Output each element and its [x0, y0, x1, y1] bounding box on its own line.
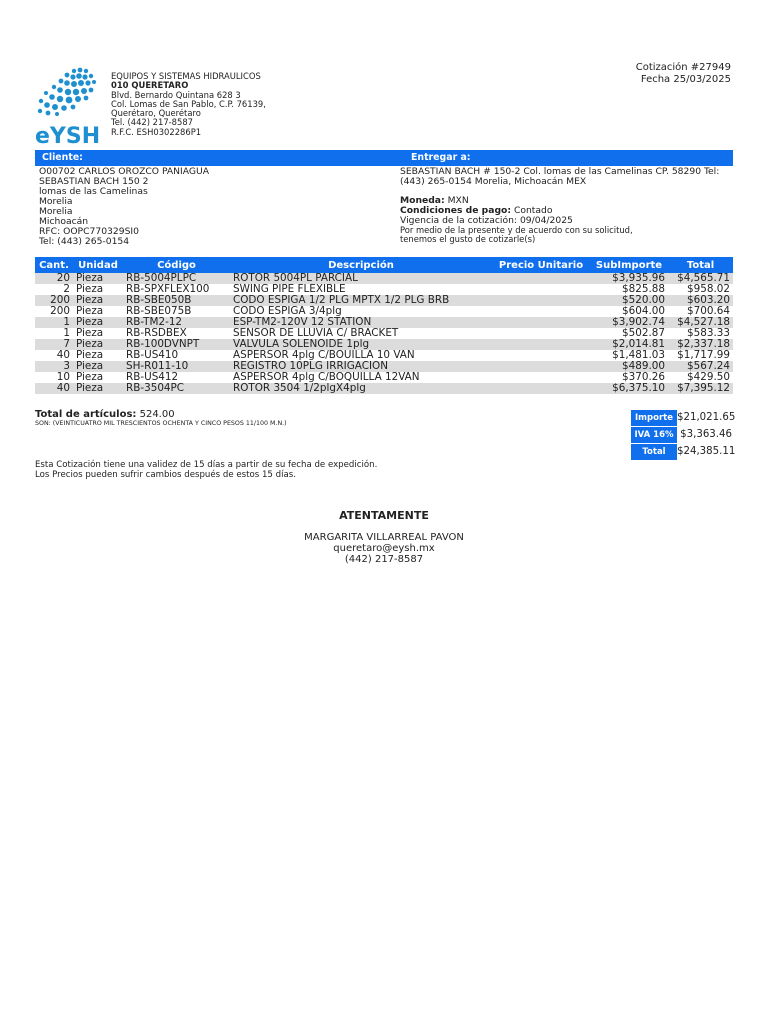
col-unit: Unidad	[73, 257, 123, 273]
row-subtotal: $6,375.10	[590, 383, 668, 394]
row-subtotal: $825.88	[622, 283, 665, 295]
row-code: RB-100DVNPT	[123, 339, 230, 350]
row-code: RB-TM2-12	[123, 317, 230, 328]
row-unit: Pieza	[73, 361, 123, 372]
row-subtotal: $3,935.96	[590, 273, 668, 284]
validity-note: Esta Cotización tiene una validez de 15 días a partir de su fecha de expedición. Los Precios pueden sufrir cambios después de estos 15 días.	[35, 460, 378, 480]
row-unit: Pieza	[73, 295, 123, 306]
payment-value: Contado	[513, 205, 553, 216]
row-quantity: 3	[35, 361, 73, 372]
row-total: $700.64	[687, 305, 730, 317]
row-total: $7,395.12	[668, 383, 733, 394]
table-row	[35, 383, 733, 394]
row-unit: Pieza	[76, 349, 104, 361]
delivery-details	[400, 167, 732, 244]
quote-info	[636, 62, 731, 86]
row-unit-price	[492, 339, 590, 350]
quote-validity: Vigencia de la cotización: 09/04/2025	[400, 215, 573, 226]
signer-name: MARGARITA VILLARREAL PAVON	[304, 532, 464, 543]
row-total: $1,717.99	[677, 349, 730, 361]
row-unit: Pieza	[76, 305, 104, 317]
signer-email[interactable]: queretaro@eysh.mx	[333, 543, 435, 554]
closing-text: ATENTAMENTE	[339, 509, 429, 522]
row-unit: Pieza	[73, 273, 123, 284]
col-unit-price: Precio Unitario	[492, 257, 590, 273]
row-unit: Pieza	[76, 327, 104, 339]
row-quantity: 200	[35, 295, 73, 306]
row-unit: Pieza	[73, 339, 123, 350]
row-quantity: 20	[35, 273, 73, 284]
row-description: ASPERSOR 4plg C/BOQUILLA 12VAN	[233, 371, 420, 383]
row-code: RB-US410	[126, 349, 179, 361]
importe-value: $21,021.65	[677, 412, 736, 423]
row-description: ASPERSOR 4plg C/BOUILLA 10 VAN	[233, 349, 415, 361]
row-unit: Pieza	[73, 383, 123, 394]
intro-note: tenemos el gusto de cotizarle(s)	[400, 234, 536, 244]
row-description: ROTOR 3504 1/2plgX4plg	[230, 383, 492, 394]
client-street: SEBASTIAN BACH 150 2	[39, 176, 149, 187]
company-logo	[34, 66, 102, 146]
intro-note: Por medio de la presente y de acuerdo con su solicitud,	[400, 225, 633, 235]
row-quantity: 2	[63, 283, 70, 295]
row-quantity: 40	[35, 383, 73, 394]
row-description: ESP-TM2-120V 12 STATION	[230, 317, 492, 328]
currency-row: Moneda: MXN	[400, 195, 469, 206]
table-header-row	[35, 257, 733, 273]
client-header-bar	[35, 150, 733, 166]
company-phone: Tel. (442) 217-8587	[111, 117, 193, 128]
row-quantity: 1	[63, 327, 70, 339]
col-subtotal: SubImporte	[590, 257, 668, 273]
row-quantity: 200	[50, 305, 70, 317]
client-municipality: Morelia	[39, 206, 73, 217]
row-unit-price	[492, 372, 590, 383]
row-quantity: 7	[35, 339, 73, 350]
row-code: RB-RSDBEX	[126, 327, 187, 339]
iva-value: $3,363.46	[680, 429, 732, 440]
row-unit: Pieza	[73, 317, 123, 328]
client-rfc: RFC: OOPC770329SI0	[39, 226, 139, 237]
water-drops-icon	[34, 66, 102, 146]
row-unit-price	[492, 361, 590, 372]
row-subtotal: $604.00	[622, 305, 665, 317]
total-label: Total	[631, 444, 677, 460]
currency-value: MXN	[447, 195, 469, 206]
row-code: RB-US412	[126, 371, 179, 383]
row-unit-price	[492, 284, 590, 295]
client-state: Michoacán	[39, 216, 89, 227]
total-value: $24,385.11	[677, 446, 736, 457]
row-unit-price	[492, 295, 590, 306]
row-unit: Pieza	[76, 283, 104, 295]
row-description: SWING PIPE FLEXIBLE	[233, 283, 346, 295]
quote-number: Cotización #27949	[635, 62, 731, 73]
row-unit: Pieza	[76, 371, 104, 383]
company-address-line: Querétaro, Querétaro	[111, 108, 201, 119]
row-subtotal: $370.26	[622, 371, 665, 383]
row-description: REGISTRO 10PLG IRRIGACION	[230, 361, 492, 372]
iva-label: IVA 16%	[631, 427, 677, 443]
amount-in-words: SON: (VEINTICUATRO MIL TRESCIENTOS OCHENTA Y CINCO PESOS 11/100 M.N.)	[35, 420, 287, 427]
client-label: Cliente:	[42, 152, 83, 163]
company-name: EQUIPOS Y SISTEMAS HIDRAULICOS	[111, 71, 261, 81]
client-phone: Tel: (443) 265-0154	[39, 236, 130, 247]
row-total: $2,337.18	[668, 339, 733, 350]
client-city: Morelia	[39, 196, 73, 207]
col-quantity: Cant.	[35, 257, 73, 273]
company-address-line: Col. Lomas de San Pablo, C.P. 76139,	[111, 98, 266, 109]
row-unit-price	[492, 328, 590, 339]
row-total: $4,527.18	[668, 317, 733, 328]
client-neighborhood: lomas de las Camelinas	[39, 186, 148, 197]
col-description: Descripción	[230, 257, 492, 273]
articles-total: Total de artículos: 524.00	[35, 409, 175, 420]
items-table	[35, 257, 733, 394]
company-info	[111, 72, 371, 137]
row-description: SENSOR DE LLUVIA C/ BRACKET	[233, 327, 399, 339]
svg-text:eYSH: eYSH	[35, 124, 101, 146]
company-rfc: R.F.C. ESH0302286P1	[111, 126, 202, 137]
row-total: $4,565.71	[668, 273, 733, 284]
row-description: VALVULA SOLENOIDE 1plg	[230, 339, 492, 350]
row-subtotal: $520.00	[590, 295, 668, 306]
row-unit-price	[492, 383, 590, 394]
row-code: SH-R011-10	[123, 361, 230, 372]
client-name: O00702 CARLOS OROZCO PANIAGUA	[39, 166, 210, 177]
row-code: RB-5004PLPC	[123, 273, 230, 284]
payment-row: Condiciones de pago: Contado	[400, 205, 553, 216]
row-subtotal: $502.87	[622, 327, 665, 339]
importe-label: Importe	[631, 410, 677, 426]
row-total: $583.33	[687, 327, 730, 339]
row-total: $603.20	[668, 295, 733, 306]
client-details	[39, 167, 379, 247]
row-unit-price	[492, 350, 590, 361]
row-code: RB-3504PC	[123, 383, 230, 394]
articles-count: 524.00	[139, 409, 175, 420]
signature-block	[0, 532, 768, 565]
row-unit-price	[492, 317, 590, 328]
row-total: $567.24	[668, 361, 733, 372]
quote-date: Fecha 25/03/2025	[640, 74, 731, 85]
row-unit-price	[492, 306, 590, 317]
row-code: RB-SBE075B	[126, 305, 192, 317]
row-total: $429.50	[687, 371, 730, 383]
signer-phone: (442) 217-8587	[344, 554, 424, 565]
row-description: CODO ESPIGA 1/2 PLG MPTX 1/2 PLG BRB	[230, 295, 492, 306]
col-code: Código	[123, 257, 230, 273]
row-unit-price	[492, 273, 590, 284]
delivery-label: Entregar a:	[411, 152, 471, 163]
row-quantity: 1	[35, 317, 73, 328]
branch-name: 010 QUERETARO	[111, 80, 189, 91]
row-code: RB-SBE050B	[123, 295, 230, 306]
row-code: RB-SPXFLEX100	[126, 283, 210, 295]
row-description: ROTOR 5004PL PARCIAL	[230, 273, 492, 284]
row-quantity: 40	[56, 349, 70, 361]
row-subtotal: $489.00	[590, 361, 668, 372]
col-total: Total	[668, 257, 733, 273]
row-subtotal: $1,481.03	[612, 349, 665, 361]
delivery-address: SEBASTIAN BACH # 150-2 Col. lomas de las Camelinas CP. 58290 Tel: (443) 265-0154 Morelia, Michoacán MEX	[400, 166, 720, 187]
row-description: CODO ESPIGA 3/4plg	[233, 305, 342, 317]
row-quantity: 10	[56, 371, 70, 383]
row-total: $958.02	[687, 283, 730, 295]
row-subtotal: $3,902.74	[590, 317, 668, 328]
row-subtotal: $2,014.81	[590, 339, 668, 350]
company-address-line: Blvd. Bernardo Quintana 628 3	[111, 89, 241, 100]
